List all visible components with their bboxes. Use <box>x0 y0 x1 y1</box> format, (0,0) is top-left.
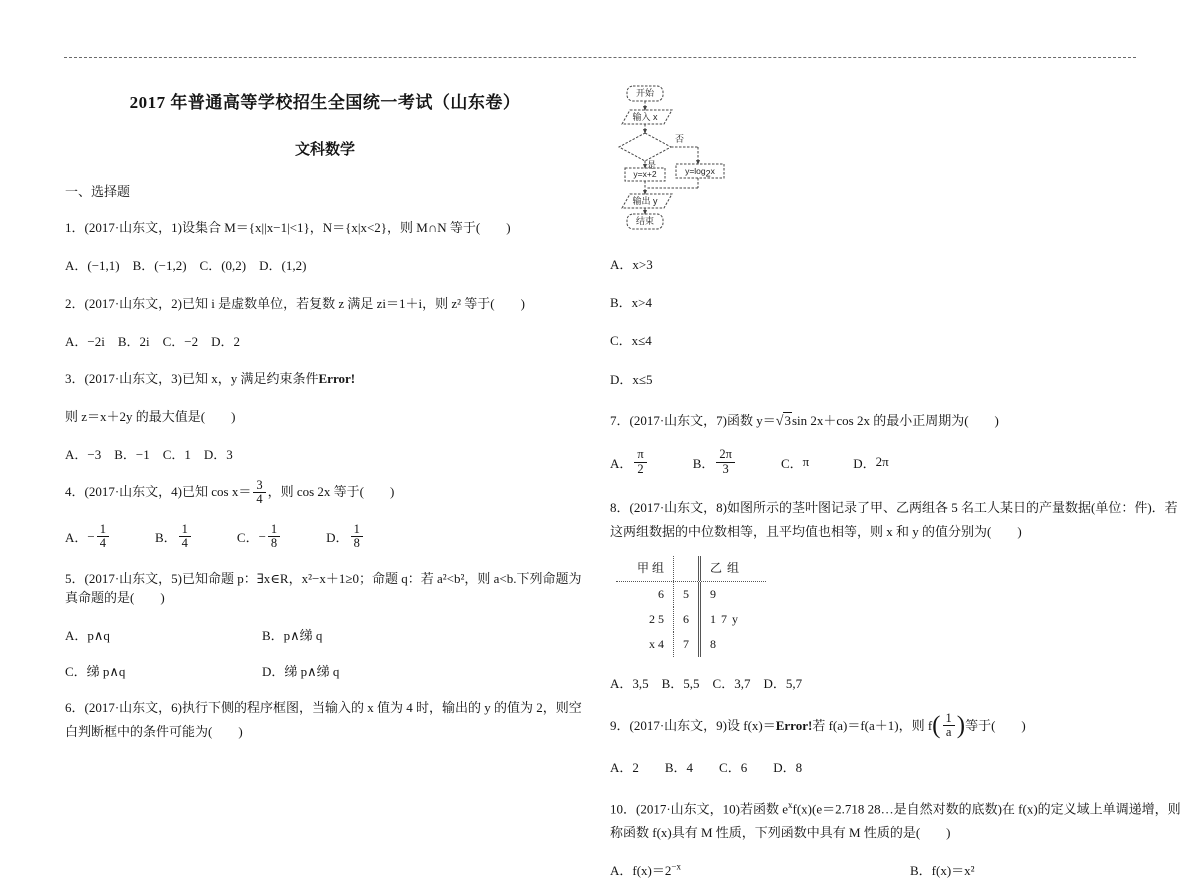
question-7-options <box>610 448 1190 476</box>
right-column <box>610 84 1190 879</box>
flowchart-end-node: 结束 <box>635 216 654 226</box>
stem-header <box>674 556 701 581</box>
flowchart-input-node: 输入 x <box>632 112 658 122</box>
flowchart-start-node: 开始 <box>635 88 654 98</box>
option-c: C． − $\frac{1}{8}$ <box>237 523 282 551</box>
question-6-option-b: B．x>4 <box>610 295 653 311</box>
option-d: D． 2π <box>853 454 889 471</box>
question-3-options: A．−3 B．−1 C．1 D．3 <box>65 447 233 463</box>
group-a-header: 甲 组 <box>616 556 674 581</box>
option-b: B．f(x)＝x² <box>910 863 975 879</box>
question-6-option-c: C．x≤4 <box>610 333 652 349</box>
flowchart-yes-label: 是 <box>647 160 657 170</box>
flowchart-output-node: 输出 y <box>632 196 658 206</box>
question-1: 1．(2017·山东文，1)设集合 M＝{x||x−1|<1}，N＝{x|x<2}，则 M∩N 等于( ) <box>65 220 511 235</box>
option-a: A．$f(x)=2^{-x}$ <box>610 861 681 879</box>
question-7: 7．(2017·山东文，7)函数 y＝√3sin 2x＋cos 2x 的最小正周期为( ) <box>610 412 999 429</box>
page-subtitle: 文科数学 <box>294 142 355 158</box>
fraction-1-a: $\frac{1}{a}$ <box>943 712 955 740</box>
question-8: 8．(2017·山东文，8)如图所示的茎叶图记录了甲、乙两组各 5 名工人某日的产量数据(单位：件)．若这两组数据的中位数相等，且平均值也相等，则 x 和 y 的值分别为( ) <box>610 500 1178 540</box>
option-b: B． $\frac{2\pi}{3}$ <box>693 448 737 476</box>
flowchart-log-branch-node: $y=\log_2x$ <box>685 166 715 179</box>
question-5-options-ab <box>65 625 585 644</box>
flowchart-shapes <box>614 84 794 236</box>
flowchart-no-label: 否 <box>675 134 685 144</box>
question-6-option-d: D．x≤5 <box>610 371 653 387</box>
page-title: 2017 年普通高等学校招生全国统一考试（山东卷） <box>129 93 521 112</box>
page-top-divider <box>64 57 1136 58</box>
stem-leaf-row: 2 5 6 1 7 y <box>616 607 766 632</box>
section-heading: 一、选择题 <box>65 184 131 199</box>
question-2-options: A．−2i B．2i C．−2 D．2 <box>65 333 241 349</box>
question-4: 4．(2017·山东文，4)已知 cos x＝ $\frac{3}{4}$ ，则 cos 2x 等于( ) <box>65 477 395 507</box>
question-3-text: 3．(2017·山东文，3)已知 x，y 满足约束条件 <box>65 371 319 387</box>
option-d: D． $\frac{1}{8}$ <box>326 523 365 551</box>
option-c: C． π <box>780 454 810 471</box>
question-4-text: 4．(2017·山东文，4)已知 cos x＝ <box>65 484 252 500</box>
question-3-line2: 则 z＝x＋2y 的最大值是( ) <box>65 409 236 425</box>
question-5: 5．(2017·山东文，5)已知命题 p：∃x∈R，x²−x＋1≥0；命题 q：若 a²<b²，则 a<b.下列命题为真命题的是( ) <box>65 570 582 605</box>
left-column <box>65 80 585 744</box>
question-6-option-a: A．x>3 <box>610 257 653 272</box>
program-flowchart <box>614 84 794 236</box>
question-9-options: A．2 B．4 C．6 D．8 <box>610 759 803 775</box>
option-a: A． $\frac{\pi}{2}$ <box>610 448 649 476</box>
option-b: B． $\frac{1}{4}$ <box>155 523 193 551</box>
fraction-3-4: $\frac{3}{4}$ <box>253 479 265 507</box>
stem-leaf-row: 6 5 9 <box>616 582 766 607</box>
option-a: A．p∧q <box>65 627 110 643</box>
question-4-options <box>65 523 585 551</box>
question-8-options: A．3,5 B．5,5 C．3,7 D．5,7 <box>610 676 803 692</box>
question-3 <box>65 370 585 389</box>
question-1-options: A．(−1,1) B．(−1,2) C．(0,2) D．(1,2) <box>65 257 307 273</box>
question-10: 10．(2017·山东文，10)若函数 $e^xf(x)(e=2.718$ 28…是自然对数的底数)在 f(x)的定义域上单调递增，则称函数 f(x)具有 M 性质，下列函数中具有 M 性质的是( ) <box>610 799 1181 841</box>
question-9: 9．(2017·山东文，9)设 f(x)＝ Error! 若 f(a)＝f(a＋1)，则 f ( $\frac{1}{a}$ ) 等于( ) <box>610 710 1026 740</box>
question-6: 6．(2017·山东文，6)执行下侧的程序框图，当输入的 x 值为 4 时，输出的 y 的值为 2，则空白判断框中的条件可能为( ) <box>65 699 582 739</box>
question-10-options <box>610 860 1190 879</box>
option-d: D．绨 p∧绨 q <box>262 663 340 679</box>
question-2: 2．(2017·山东文，2)已知 i 是虚数单位，若复数 z 满足 zi＝1＋i，则 z² 等于( ) <box>65 295 525 311</box>
exponent-x: x <box>788 799 793 810</box>
error-field: Error! <box>775 717 813 733</box>
option-b: B．p∧绨 q <box>262 627 323 643</box>
option-a: A． − $\frac{1}{4}$ <box>65 523 111 551</box>
stem-leaf-row: x 4 7 8 <box>616 632 766 657</box>
question-5-options-cd <box>65 661 585 680</box>
group-b-header: 乙 组 <box>710 561 741 576</box>
sqrt-3: √3 <box>775 412 791 429</box>
stem-leaf-plot <box>616 556 766 657</box>
error-field: Error! <box>318 371 356 387</box>
flowchart-add-branch-node: y=x+2 <box>633 169 657 179</box>
option-c: C．绨 p∧q <box>65 663 126 679</box>
stem-leaf-header <box>616 556 766 582</box>
